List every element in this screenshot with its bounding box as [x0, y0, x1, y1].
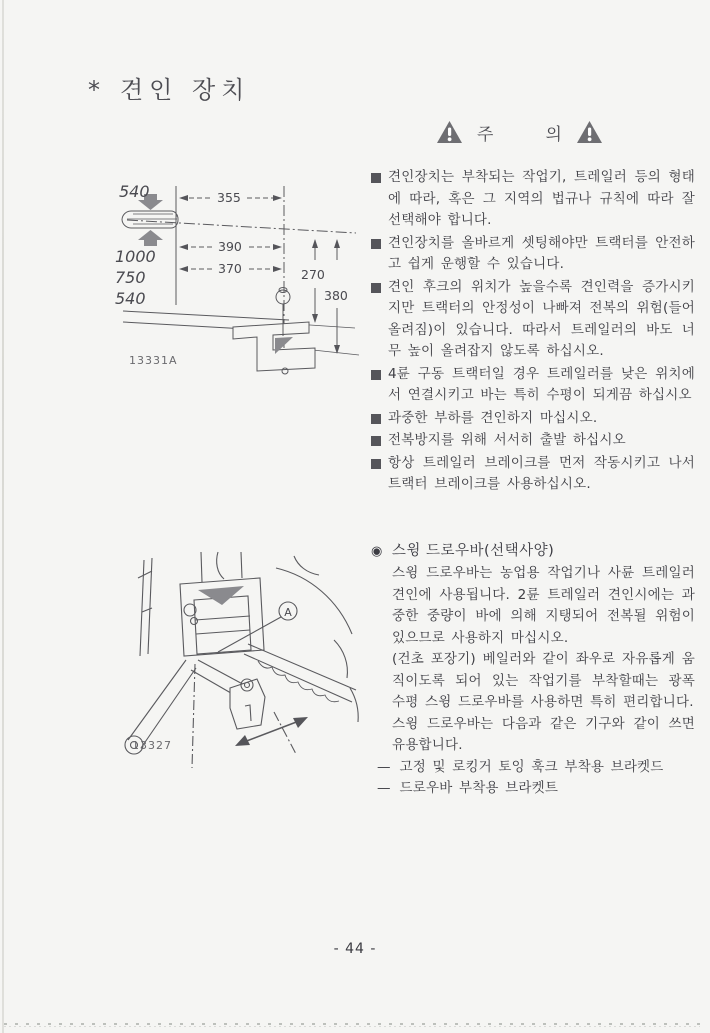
dash-icon: —: [377, 758, 391, 775]
scan-noise-artifact: [4, 1021, 700, 1028]
section-paragraph: 스윙 드로우바는 농업용 작업기나 사륜 트레일러 견인에 사용됩니다. 2륜 트레일러 견인시에는 과중한 중량이 바에 의해 지탱되어 전복될 위험이 있으므로 사용하지 마십시오.: [392, 565, 695, 646]
page-title: [88, 70, 250, 105]
list-item: [371, 167, 695, 232]
section-title: 스윙 드로우바(선택사양): [391, 543, 555, 559]
bullet-square-icon: [371, 173, 381, 183]
list-item: [371, 408, 695, 430]
list-item: [371, 277, 695, 363]
section-paragraph: 스윙 드로우바는 다음과 같은 기구와 같이 쓰면 유용합니다.: [392, 715, 695, 753]
list-item: [371, 430, 695, 452]
section-paragraph: (건초 포장기) 베일러와 같이 좌우로 자유롭게 움직이도록 되어 있는 작업기를 부착할때는 광폭 수평 스윙 드로우바를 사용하면 특히 편리합니다.: [392, 651, 695, 710]
section-marker-icon: ◉: [371, 544, 383, 559]
list-item: [371, 778, 695, 800]
bullet-text: 견인 후크의 위치가 높을수록 견인력을 증가시키지만 트랙터의 안정성이 나빠져 전복의 위험(들어 올려짐)이 있습니다. 따라서 트레일러의 바도 너무 높이 올려잡지 않도록 하십시오.: [388, 278, 695, 359]
bullet-square-icon: [371, 283, 381, 293]
bullet-text: 항상 트레일러 브레이크를 먼저 작동시키고 나서 트랙터 브레이크를 사용하십시오.: [388, 454, 695, 492]
section-header: [371, 539, 695, 560]
swing-drawbar-section: [371, 539, 695, 800]
bullet-text: 4륜 구동 트랙터일 경우 트레일러를 낮은 위치에서 연결시키고 바는 특히 수평이 되게끔 하십시오: [388, 365, 695, 403]
fig2-label: 13327: [132, 739, 172, 752]
caution-header: [436, 120, 603, 145]
fig2-callout-a: A: [284, 606, 292, 619]
bullet-text: 견인장치를 올바르게 셋팅해야만 트랙터를 안전하고 쉽게 운행할 수 있습니다.: [388, 234, 695, 272]
fig1-dim-540-top: 540: [119, 182, 150, 201]
bullet-square-icon: [371, 414, 381, 424]
warning-triangle-icon: [436, 120, 463, 145]
dash-item-text: 고정 및 로킹거 토잉 훅크 부착용 브라켓드: [399, 758, 664, 775]
caution-word-left: 주: [477, 125, 494, 145]
bullet-text: 견인장치는 부착되는 작업기, 트레일러 등의 형태에 따라, 혹은 그 지역의 법규나 규칙에 따라 잘 선택해야 합니다.: [388, 169, 695, 228]
dash-icon: —: [377, 780, 391, 796]
caution-bullet-list: [371, 167, 695, 497]
bullet-text: 전복방지를 위해 서서히 출발 하십시오: [388, 432, 626, 448]
fig1-dim-270: 270: [301, 267, 325, 282]
fig1-label: 13331A: [129, 354, 178, 367]
fig1-dim-750: 750: [115, 268, 146, 287]
fig1-dim-380: 380: [324, 288, 348, 303]
page-title-text: 견인 장치: [120, 76, 251, 104]
figure-hitch-dimensions: [113, 180, 365, 378]
fig1-dim-355: 355: [217, 190, 241, 205]
bullet-text: 과중한 부하를 견인하지 마십시오.: [388, 409, 598, 426]
list-item: [371, 453, 695, 496]
page-number: - 44 -: [333, 941, 377, 957]
caution-word-right: 의: [545, 125, 562, 145]
bullet-square-icon: [371, 436, 381, 446]
bullet-square-icon: [371, 239, 381, 249]
fig1-dim-540: 540: [115, 289, 146, 308]
list-item: [371, 757, 695, 779]
dash-item-text: 드로우바 부착용 브라켓트: [399, 780, 559, 796]
title-asterisk-marker: *: [88, 76, 100, 104]
bullet-square-icon: [371, 370, 381, 380]
list-item: [371, 364, 695, 407]
fig1-dim-1000: 1000: [115, 247, 156, 266]
figure-swing-drawbar: [98, 548, 365, 786]
fig1-dim-370: 370: [218, 261, 242, 276]
fig1-dim-390: 390: [218, 239, 242, 254]
bullet-square-icon: [371, 459, 381, 469]
scan-edge-artifact: [2, 0, 4, 1033]
warning-triangle-icon: [576, 120, 603, 145]
list-item: [371, 233, 695, 276]
